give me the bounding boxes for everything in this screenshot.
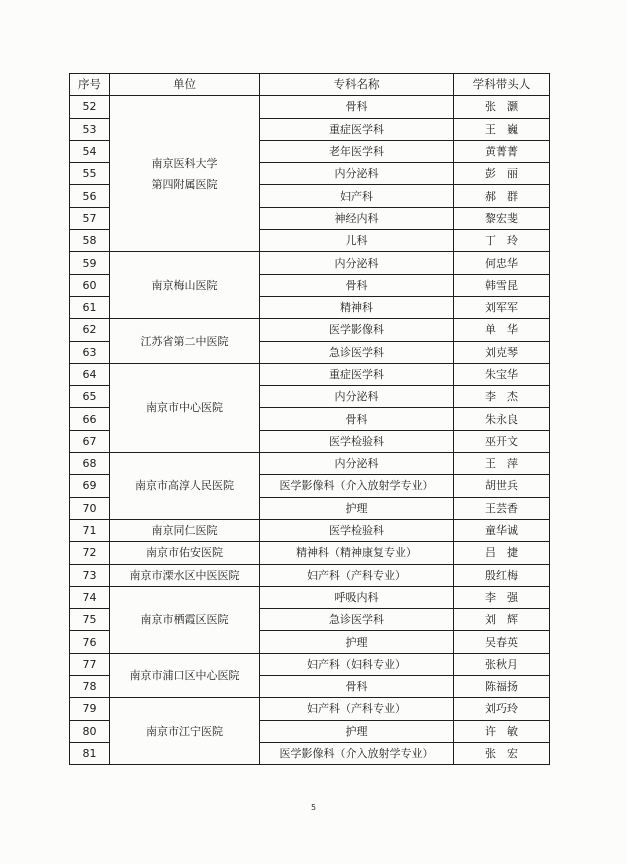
- row-index: 73: [70, 564, 110, 586]
- specialty-cell: 重症医学科: [260, 118, 454, 140]
- unit-name-line: 南京梅山医院: [151, 278, 218, 292]
- header-specialty: 专科名称: [260, 74, 454, 96]
- leader-cell: 张 灏: [454, 96, 550, 118]
- specialty-cell: 护理: [260, 631, 454, 653]
- unit-name-line: 江苏省第二中医院: [140, 334, 229, 348]
- unit-cell: [110, 564, 260, 586]
- unit-cell: [110, 96, 260, 252]
- leader-cell: 单 华: [454, 319, 550, 341]
- specialty-cell: 妇产科（产科专业）: [260, 698, 454, 720]
- row-index: 66: [70, 408, 110, 430]
- unit-cell: [110, 586, 260, 653]
- row-index: 67: [70, 430, 110, 452]
- row-index: 78: [70, 676, 110, 698]
- unit-cell: [110, 453, 260, 520]
- leader-cell: 李 强: [454, 586, 550, 608]
- specialty-cell: 骨科: [260, 96, 454, 118]
- unit-name-line: 南京市浦口区中心医院: [129, 669, 240, 683]
- leader-cell: 何忠华: [454, 252, 550, 274]
- specialty-table: [69, 73, 550, 765]
- header-leader: 学科带头人: [454, 74, 550, 96]
- specialty-cell: 骨科: [260, 408, 454, 430]
- table-row: [70, 564, 550, 586]
- header-index: 序号: [70, 74, 110, 96]
- leader-cell: 张秋月: [454, 653, 550, 675]
- leader-cell: 彭 丽: [454, 163, 550, 185]
- unit-cell: [110, 319, 260, 364]
- leader-cell: 刘 辉: [454, 609, 550, 631]
- unit-cell: [110, 252, 260, 319]
- row-index: 79: [70, 698, 110, 720]
- specialty-cell: 医学影像科（介入放射学专业）: [260, 742, 454, 764]
- unit-name-line: 南京市江宁医院: [146, 724, 223, 738]
- leader-cell: 李 杰: [454, 386, 550, 408]
- row-index: 60: [70, 274, 110, 296]
- leader-cell: 王 萍: [454, 453, 550, 475]
- row-index: 72: [70, 542, 110, 564]
- row-index: 52: [70, 96, 110, 118]
- row-index: 58: [70, 230, 110, 252]
- specialty-cell: 神经内科: [260, 207, 454, 229]
- row-index: 68: [70, 453, 110, 475]
- specialty-cell: 妇产科: [260, 185, 454, 207]
- leader-cell: 朱宝华: [454, 363, 550, 385]
- unit-name-line: 南京市栖霞区医院: [140, 613, 229, 627]
- unit-name-line: 南京市高淳人民医院: [135, 479, 234, 493]
- specialty-cell: 骨科: [260, 274, 454, 296]
- table-row: [70, 542, 550, 564]
- specialty-cell: 妇产科（妇科专业）: [260, 653, 454, 675]
- specialty-cell: 医学影像科（介入放射学专业）: [260, 475, 454, 497]
- leader-cell: 刘克琴: [454, 341, 550, 363]
- specialty-cell: 精神科（精神康复专业）: [260, 542, 454, 564]
- leader-cell: 韩雪昆: [454, 274, 550, 296]
- table-header-row: [70, 74, 550, 96]
- specialty-cell: 儿科: [260, 230, 454, 252]
- leader-cell: 许 敏: [454, 720, 550, 742]
- row-index: 54: [70, 140, 110, 162]
- table-row: [70, 96, 550, 118]
- table-row: [70, 453, 550, 475]
- specialty-cell: 内分泌科: [260, 453, 454, 475]
- unit-name-line: 南京市中心医院: [146, 401, 223, 415]
- specialty-cell: 急诊医学科: [260, 341, 454, 363]
- row-index: 56: [70, 185, 110, 207]
- table-row: [70, 698, 550, 720]
- unit-name-line: 南京市佑安医院: [146, 546, 223, 560]
- row-index: 61: [70, 296, 110, 318]
- leader-cell: 刘巧玲: [454, 698, 550, 720]
- leader-cell: 王 巍: [454, 118, 550, 140]
- row-index: 69: [70, 475, 110, 497]
- row-index: 76: [70, 631, 110, 653]
- leader-cell: 胡世兵: [454, 475, 550, 497]
- row-index: 57: [70, 207, 110, 229]
- leader-cell: 吴春英: [454, 631, 550, 653]
- row-index: 59: [70, 252, 110, 274]
- leader-cell: 巫开文: [454, 430, 550, 452]
- table-row: [70, 252, 550, 274]
- leader-cell: 王芸香: [454, 497, 550, 519]
- row-index: 55: [70, 163, 110, 185]
- unit-cell: [110, 519, 260, 541]
- unit-cell: [110, 653, 260, 698]
- specialty-cell: 医学检验科: [260, 430, 454, 452]
- specialty-cell: 医学影像科: [260, 319, 454, 341]
- unit-name-line: 第四附属医院: [151, 177, 218, 191]
- row-index: 62: [70, 319, 110, 341]
- row-index: 80: [70, 720, 110, 742]
- row-index: 63: [70, 341, 110, 363]
- specialty-cell: 老年医学科: [260, 140, 454, 162]
- table-row: [70, 319, 550, 341]
- unit-cell: [110, 542, 260, 564]
- row-index: 71: [70, 519, 110, 541]
- specialty-cell: 重症医学科: [260, 363, 454, 385]
- table-body: [70, 96, 550, 765]
- row-index: 74: [70, 586, 110, 608]
- row-index: 77: [70, 653, 110, 675]
- leader-cell: 童华诚: [454, 519, 550, 541]
- table-row: [70, 519, 550, 541]
- page-number: 5: [310, 803, 317, 812]
- specialty-cell: 骨科: [260, 676, 454, 698]
- unit-cell: [110, 363, 260, 452]
- specialty-cell: 妇产科（产科专业）: [260, 564, 454, 586]
- specialty-cell: 护理: [260, 720, 454, 742]
- specialty-cell: 内分泌科: [260, 252, 454, 274]
- specialty-cell: 医学检验科: [260, 519, 454, 541]
- unit-name-line: 南京医科大学: [151, 156, 218, 170]
- unit-cell: [110, 698, 260, 765]
- leader-cell: 刘军军: [454, 296, 550, 318]
- specialty-cell: 内分泌科: [260, 386, 454, 408]
- leader-cell: 殷红梅: [454, 564, 550, 586]
- leader-cell: 郝 群: [454, 185, 550, 207]
- leader-cell: 陈福扬: [454, 676, 550, 698]
- row-index: 75: [70, 609, 110, 631]
- specialty-cell: 急诊医学科: [260, 609, 454, 631]
- row-index: 65: [70, 386, 110, 408]
- leader-cell: 丁 玲: [454, 230, 550, 252]
- specialty-cell: 内分泌科: [260, 163, 454, 185]
- specialty-cell: 呼吸内科: [260, 586, 454, 608]
- row-index: 70: [70, 497, 110, 519]
- leader-cell: 朱永良: [454, 408, 550, 430]
- leader-cell: 吕 捷: [454, 542, 550, 564]
- leader-cell: 黎宏斐: [454, 207, 550, 229]
- specialty-cell: 护理: [260, 497, 454, 519]
- specialty-cell: 精神科: [260, 296, 454, 318]
- header-unit: 单位: [110, 74, 260, 96]
- row-index: 81: [70, 742, 110, 764]
- unit-name-line: 南京市溧水区中医医院: [129, 568, 240, 582]
- leader-cell: 张 宏: [454, 742, 550, 764]
- leader-cell: 黄菁菁: [454, 140, 550, 162]
- table-row: [70, 363, 550, 385]
- table-row: [70, 586, 550, 608]
- unit-name-line: 南京同仁医院: [151, 524, 218, 538]
- table-row: [70, 653, 550, 675]
- row-index: 64: [70, 363, 110, 385]
- row-index: 53: [70, 118, 110, 140]
